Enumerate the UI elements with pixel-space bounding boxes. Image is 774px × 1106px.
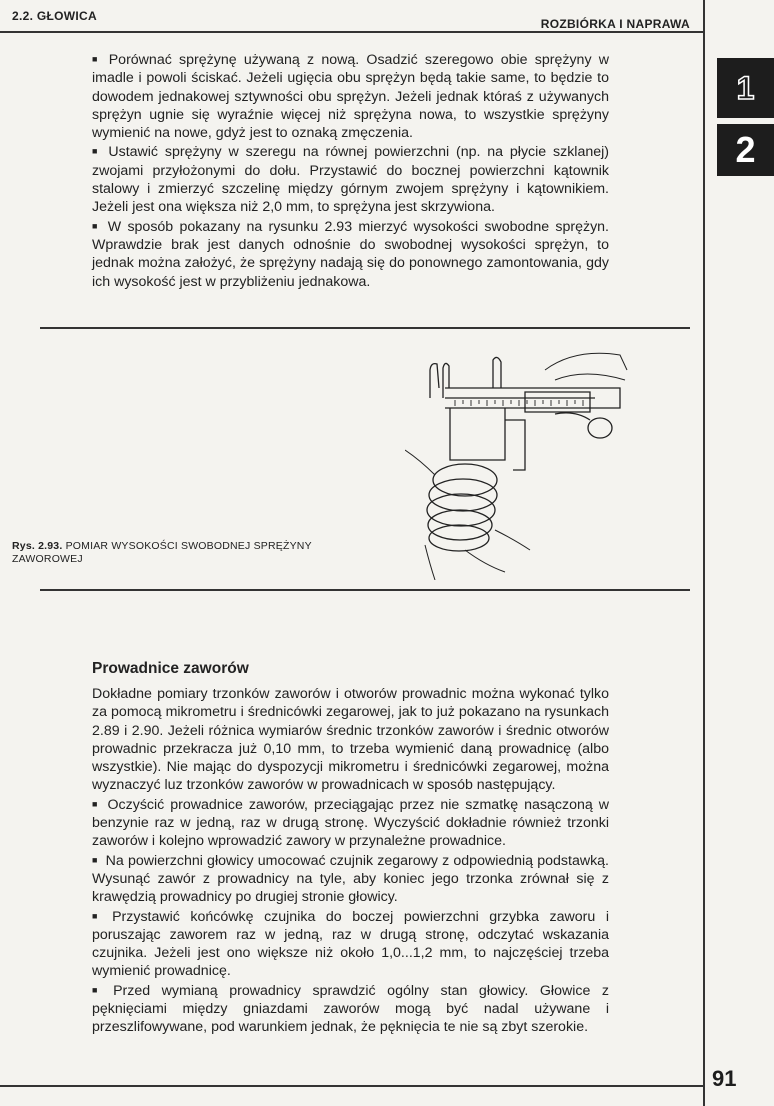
paragraph: ■ Porównać sprężynę używaną z nową. Osadzić szeregowo obie sprężyny w imadle i powoli ściskać. Jeżeli ugięcia obu sprężyn będą takie same, to będzie to dowodem jednakowej sztywności obu sprężyn. Jeżeli jednak któraś z używanych sprężyn ugnie się wyraźnie więcej niż sprężyna nowa, to wszystkie sprężyny wymienić na nowe, gdyż jest to oznaką zmęczenia.	[92, 50, 609, 142]
caliper-spring-illustration	[405, 340, 635, 580]
header-divider	[0, 31, 705, 33]
paragraph: ■ Przed wymianą prowadnicy sprawdzić ogólny stan głowicy. Głowice z pęknięciami między gniazdami zaworów mogą być nadal używane i przeszlifowywane, pod warunkiem jednak, że pęknięcia te nie są zbyt szerokie.	[92, 981, 609, 1037]
paragraph: ■ Przystawić końcówkę czujnika do boczej powierzchni grzybka zaworu i poruszając zaworem raz w jedną, raz w drugą stronę, odczytać wskazania czujnika. Jeżeli jest ono większe niż około 1,0...1,2 mm, to najczęściej trzeba wymienić prowadnicę.	[92, 907, 609, 981]
chapter-tab-2: 2	[717, 124, 774, 176]
chapter-tab-1: 1	[717, 58, 774, 118]
intro-paragraph: Dokładne pomiary trzonków zaworów i otworów prowadnic można wykonać tylko za pomocą mikrometru i średnicówki zegarowej, jak to już pokazano na rysunkach 2.89 i 2.90. Jeżeli różnica wymiarów średnic trzonków zaworów i średnic otworów prowadnic przekracza już 0,10 mm, to trzeba wymienić daną prowadnicę (albo wszystkie). Nie mając do dyspozycji mikrometru i średnicówki zegarowej, można wyznaczyć luz trzonków zaworów w prowadnicach w sposób następujący.	[92, 686, 609, 794]
figure-top-rule	[40, 327, 690, 329]
figure-bottom-rule	[40, 589, 690, 591]
section-title: Prowadnice zaworów	[92, 660, 249, 677]
figure-caption-text: POMIAR WYSOKOŚCI SWOBODNEJ SPRĘŻYNY ZAWOROWEJ	[12, 540, 312, 565]
figure-caption	[12, 540, 372, 566]
figure-label: Rys. 2.93.	[12, 540, 63, 552]
section-header: 2.2. GŁOWICA	[12, 9, 97, 23]
margin-divider	[703, 0, 705, 1106]
paragraph: ■ Ustawić sprężyny w szeregu na równej powierzchni (np. na płycie szklanej) zwojami przyłożonymi do dołu. Przystawić do bocznej powierzchni kątownik stalowy i zmierzyć szczelinę między górnym zwojem sprężyny i kątownikiem. Jeżeli jest ona większa niż 2,0 mm, to sprężyna jest skrzywiona.	[92, 142, 609, 216]
valve-guide-instructions	[92, 685, 609, 1037]
paragraph: ■ Oczyścić prowadnice zaworów, przeciągając przez nie szmatkę nasączoną w benzynie raz w jedną, raz w drugą stronę. Wyczyścić dokładnie również trzonki zaworów i kolejno wprowadzić zawory w przynależne prowadnice.	[92, 795, 609, 851]
paragraph: ■ W sposób pokazany na rysunku 2.93 mierzyć wysokości swobodne sprężyn. Wprawdzie brak jest danych odnośnie do swobodnej wysokości sprężyn, to jednak można założyć, że sprężyny nadają się do ponownego zamontowania, gdy ich wysokość jest w przybliżeniu jednakowa.	[92, 217, 609, 291]
paragraph: ■ Na powierzchni głowicy umocować czujnik zegarowy z odpowiednią podstawką. Wysunąć zawór z prowadnicy na tyle, aby koniec jego trzonka zrównał się z krawędzią prowadnicy po drugiej stronie głowicy.	[92, 851, 609, 907]
footer-divider	[0, 1085, 705, 1087]
page-number: 91	[712, 1066, 737, 1091]
spring-instructions	[92, 50, 609, 291]
chapter-header: ROZBIÓRKA I NAPRAWA	[540, 17, 690, 31]
